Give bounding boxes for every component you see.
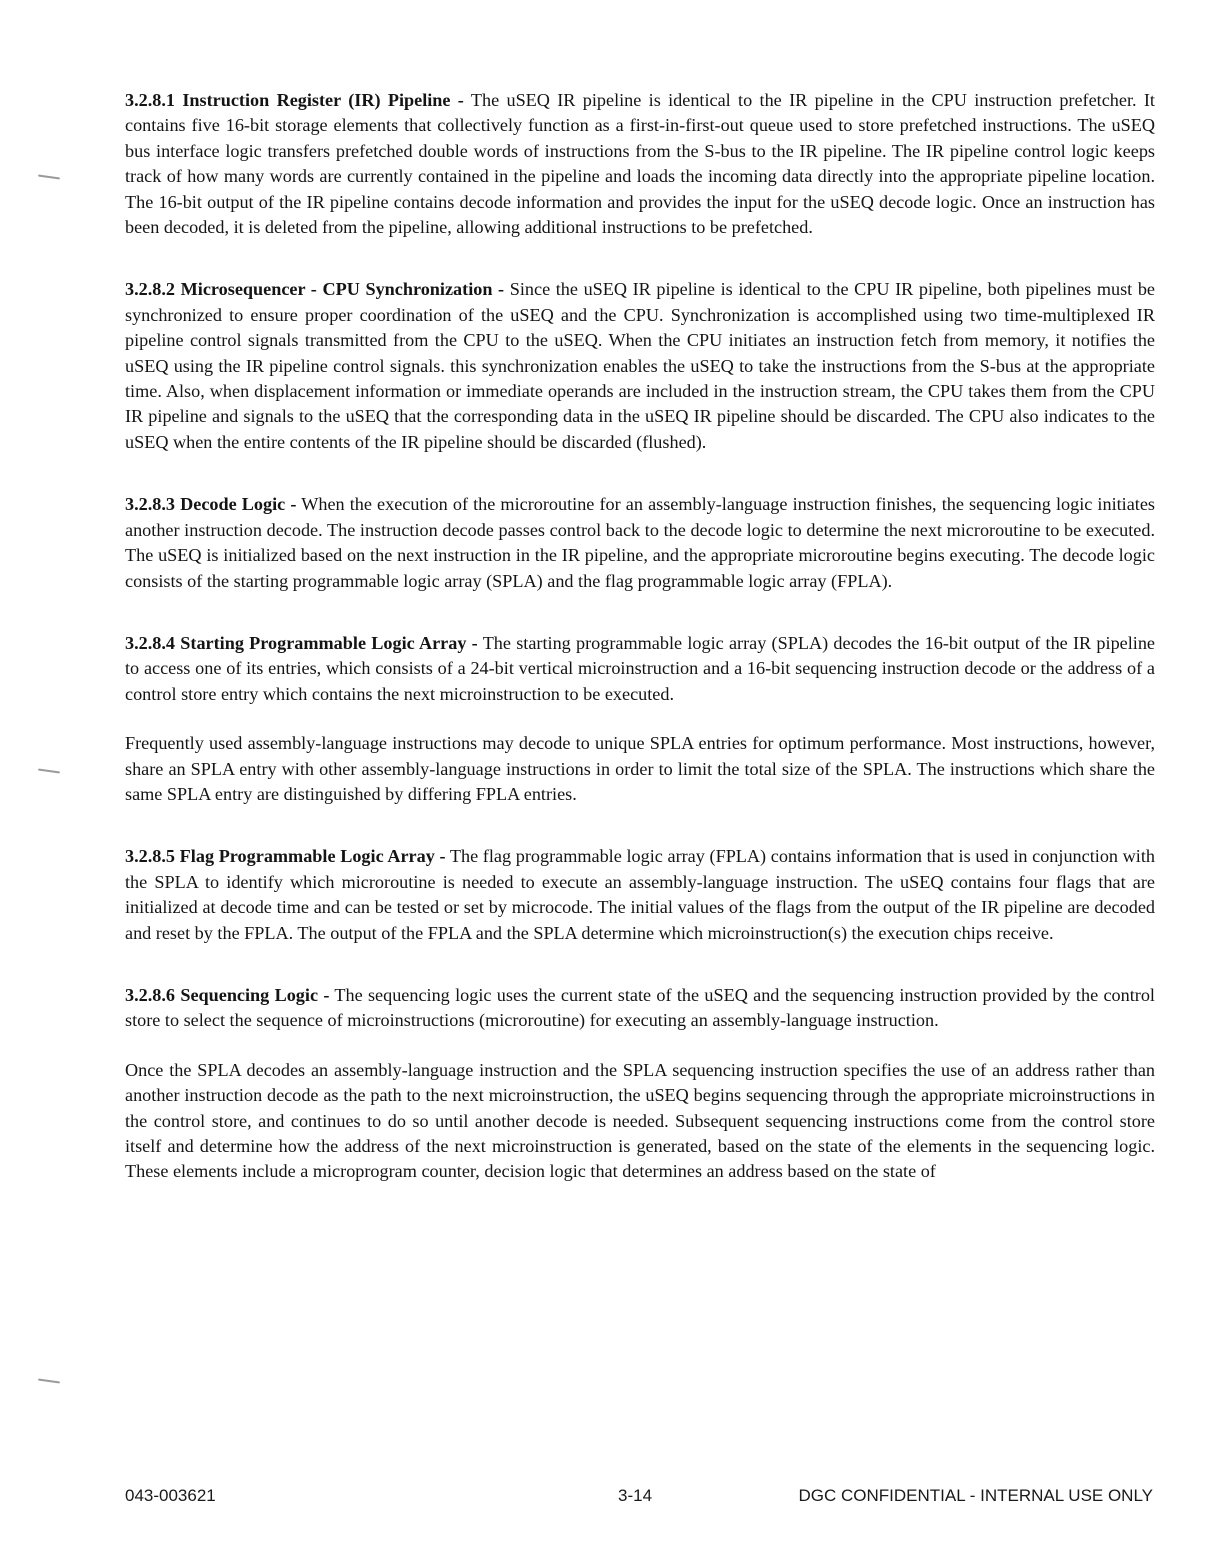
section-3-2-8-3	[125, 492, 1155, 594]
confidentiality-notice: DGC CONFIDENTIAL - INTERNAL USE ONLY	[798, 1486, 1153, 1505]
section-paragraph: The uSEQ IR pipeline is identical to the IR pipeline in the CPU instruction prefetcher. It contains five 16-bit storage elements that collectively function as a first-in-first-out queue used to store prefetched instructions. The uSEQ bus interface logic transfers prefetched double words of instructions from the S-bus to the IR pipeline. The IR pipeline control logic keeps track of how many words are currently contained in the pipeline and loads the incoming data directly into the appropriate pipeline location. The 16-bit output of the IR pipeline contains decode information and provides the input for the uSEQ decode logic. Once an instruction has been decoded, it is deleted from the pipeline, allowing additional instructions to be prefetched.	[125, 90, 1155, 238]
section-3-2-8-6	[125, 983, 1155, 1034]
section-paragraph: Frequently used assembly-language instructions may decode to unique SPLA entries for optimum performance. Most instructions, however, share an SPLA entry with other assembly-language instructions in order to limit the total size of the SPLA. The instructions which share the same SPLA entry are distinguished by differing FPLA entries.	[125, 733, 1155, 804]
margin-mark	[38, 768, 60, 773]
section-paragraph: Once the SPLA decodes an assembly-language instruction and the SPLA sequencing instruction specifies the use of an address rather than another instruction decode as the path to the next microinstruction, the uSEQ begins sequencing through the appropriate microinstructions in the control store, and continues to do so until another decode is needed. Subsequent sequencing instructions come from the control store itself and determine how the address of the next microinstruction is generated, based on the state of the elements in the sequencing logic. These elements include a microprogram counter, decision logic that determines an address based on the state of	[125, 1059, 1155, 1182]
section-paragraph: Since the uSEQ IR pipeline is identical to the CPU IR pipeline, both pipelines must be synchronized to ensure proper coordination of the uSEQ and the CPU. Synchronization is accomplished using two time-multiplexed IR pipeline control signals transmitted from the CPU to the uSEQ. When the CPU initiates an instruction fetch from memory, it notifies the uSEQ using the IR pipeline control signals. this synchronization enables the uSEQ to take the instructions from the S-bus at the appropriate time. Also, when displacement information or immediate operands are included in the instruction stream, the CPU takes them from the CPU IR pipeline and signals to the uSEQ that the corresponding data in the uSEQ IR pipeline should be discarded. The CPU also indicates to the uSEQ when the entire contents of the IR pipeline should be discarded (flushed).	[125, 279, 1155, 452]
section-paragraph: When the execution of the microroutine for an assembly-language instruction finishes, the sequencing logic initiates another instruction decode. The instruction decode passes control back to the decode logic to determine the next microroutine to be executed. The uSEQ is initialized based on the next instruction in the IR pipeline, and the appropriate microroutine begins executing. The decode logic consists of the starting programmable logic array (SPLA) and the flag programmable logic array (FPLA).	[125, 494, 1156, 591]
section-paragraph: The starting programmable logic array (SPLA) decodes the 16-bit output of the IR pipeline to access one of its entries, which consists of a 24-bit vertical microinstruction and a 16-bit sequencing instruction decode or the address of a control store entry which contains the next microinstruction to be executed.	[125, 632, 1156, 704]
section-heading: 3.2.8.2 Microsequencer - CPU Synchronization -	[125, 279, 505, 300]
document-body	[125, 88, 1155, 1185]
section-heading: 3.2.8.6 Sequencing Logic -	[125, 984, 330, 1005]
document-number: 043-003621	[125, 1486, 216, 1505]
margin-mark	[38, 1378, 60, 1383]
section-3-2-8-1	[125, 88, 1155, 240]
section-paragraph: The sequencing logic uses the current state of the uSEQ and the sequencing instruction provided by the control store to select the sequence of microinstructions (microroutine) for executing an assembly-language instruction.	[125, 984, 1155, 1031]
page-number: 3-14	[618, 1486, 653, 1505]
section-3-2-8-2	[125, 277, 1155, 455]
section-heading: 3.2.8.4 Starting Programmable Logic Array -	[125, 632, 478, 653]
section-heading: 3.2.8.1 Instruction Register (IR) Pipeline -	[125, 90, 464, 110]
section-heading: 3.2.8.3 Decode Logic -	[125, 494, 297, 515]
section-heading: 3.2.8.5 Flag Programmable Logic Array -	[125, 846, 446, 867]
section-3-2-8-4	[125, 631, 1155, 707]
margin-mark	[38, 174, 60, 179]
section-3-2-8-5	[125, 844, 1155, 946]
section-paragraph: The flag programmable logic array (FPLA) contains information that is used in conjunction with the SPLA to identify which microroutine is needed to execute an assembly-language instruction. The uSEQ contains four flags that are initialized at decode time and can be tested or set by microcode. The initial values of the flags from the output of the IR pipeline are decoded and reset by the FPLA. The output of the FPLA and the SPLA determine which microinstruction(s) the execution chips receive.	[125, 846, 1156, 943]
